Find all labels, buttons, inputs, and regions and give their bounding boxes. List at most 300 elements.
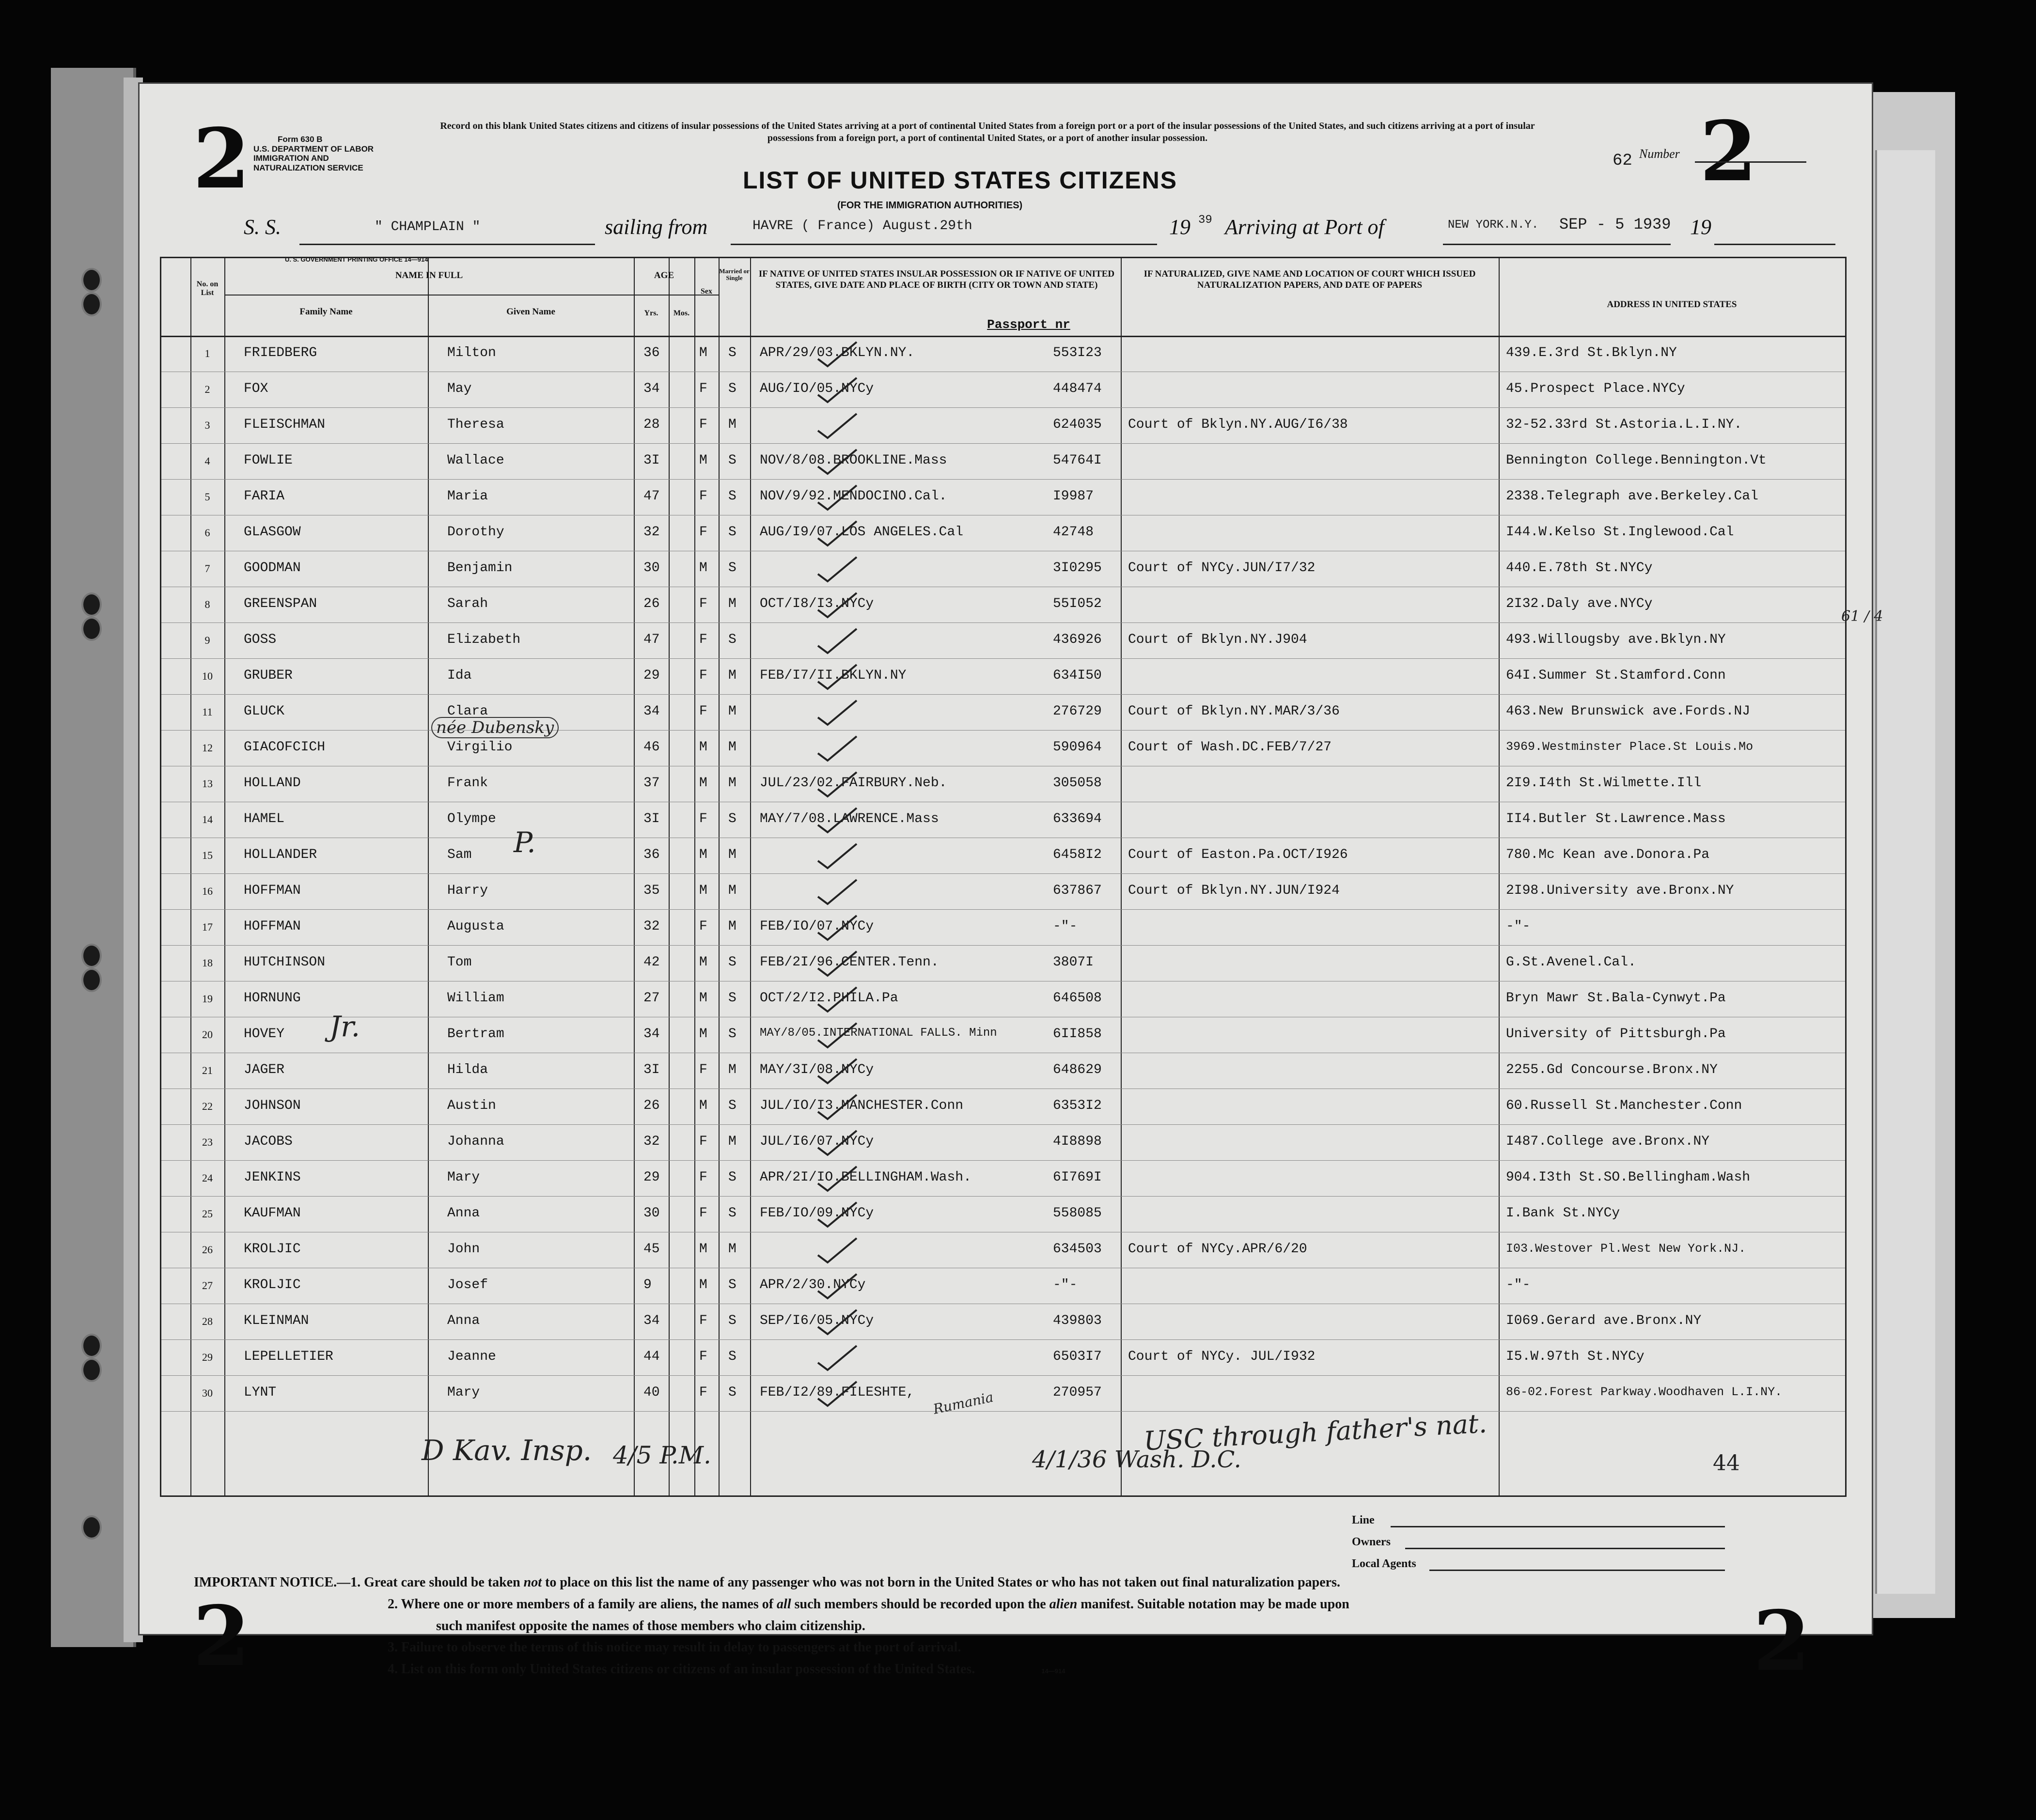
row-number: 22: [202, 1100, 213, 1112]
us-address: 60.Russell St.Manchester.Conn: [1506, 1098, 1742, 1113]
marital-status: S: [728, 1098, 736, 1113]
sex: F: [699, 1385, 707, 1400]
marital-status: M: [728, 1062, 736, 1077]
table-row: [161, 1339, 1845, 1376]
arrival-date-stamp: SEP - 5 1939: [1559, 216, 1671, 233]
birth-date-place: OCT/2/I2.PHILA.Pa: [760, 991, 898, 1006]
family-name: FOWLIE: [244, 453, 293, 468]
passport-number: I9987: [1053, 489, 1094, 504]
time-note: 4/5 P.M.: [613, 1441, 711, 1469]
given-name: Sarah: [447, 596, 488, 611]
family-name: HOFFMAN: [244, 883, 301, 898]
family-name: HOLLANDER: [244, 847, 317, 862]
table-row: [161, 1268, 1845, 1304]
sex: M: [699, 345, 707, 360]
check-mark-icon: [815, 1307, 859, 1337]
family-name: KLEINMAN: [244, 1313, 309, 1328]
passport-number: 6II858: [1053, 1027, 1102, 1042]
arrival-port: NEW YORK.N.Y.: [1448, 218, 1539, 232]
us-address: I069.Gerard ave.Bronx.NY: [1506, 1313, 1702, 1328]
sex: F: [699, 919, 707, 934]
given-name: Dorothy: [447, 525, 504, 540]
ship-name: " CHAMPLAIN ": [375, 219, 481, 234]
us-address: I03.Westover Pl.West New York.NJ.: [1506, 1242, 1746, 1256]
passport-number: 42748: [1053, 525, 1094, 540]
given-name: Theresa: [447, 417, 504, 432]
table-row: [161, 766, 1845, 802]
row-number: 13: [202, 778, 213, 790]
col-header-sex: Sex: [701, 287, 712, 296]
family-name: GOODMAN: [244, 560, 301, 576]
sex: M: [699, 955, 707, 970]
table-row: [161, 730, 1845, 766]
birth-date-place: OCT/I8/I3.NYCy: [760, 596, 874, 611]
us-address: 493.Willougsby ave.Bklyn.NY: [1506, 632, 1726, 647]
passport-number: 590964: [1053, 740, 1102, 755]
birth-date-place: JUL/IO/I3.MANCHESTER.Conn: [760, 1098, 964, 1113]
check-mark-icon: [815, 698, 859, 727]
row-number: 6: [204, 527, 210, 539]
us-address: 32-52.33rd St.Astoria.L.I.NY.: [1506, 417, 1742, 432]
marital-status: S: [728, 955, 736, 970]
col-header-married: Married or Single: [719, 267, 750, 282]
col-header-name-in-full: NAME IN FULL: [395, 270, 463, 280]
birth-date-place: APR/2I/IO.BELLINGHAM.Wash.: [760, 1170, 971, 1185]
us-address: 780.Mc Kean ave.Donora.Pa: [1506, 847, 1710, 862]
age-years: 47: [643, 489, 660, 504]
birth-date-place: NOV/9/92.MENDOCINO.Cal.: [760, 489, 947, 504]
naturalization-court: Court of NYCy. JUL/I932: [1128, 1349, 1316, 1364]
notice-item-4: 4. List on this form only United States citizens or citizens of an insular possession of the United States. 14—914: [388, 1662, 1065, 1677]
sex: F: [699, 668, 707, 683]
passport-number: 270957: [1053, 1385, 1102, 1400]
given-name: William: [447, 991, 504, 1006]
family-name: HAMEL: [244, 811, 285, 826]
row-number: 12: [202, 742, 213, 754]
age-years: 30: [643, 560, 660, 576]
table-row: [161, 1375, 1845, 1412]
passport-number: 553I23: [1053, 345, 1102, 360]
given-name: Harry: [447, 883, 488, 898]
passport-number: 54764I: [1053, 453, 1102, 468]
row-number: 25: [202, 1208, 213, 1220]
form-instructions: Record on this blank United States citizens and citizens of insular possessions of the United States arriving at a port of continental United States from a foreign port or a port of the insular possessions of the United States, and such citizens arriving at a port of insular possessions from a foreign port, a port of continental United States, or a port of another insular possession.: [440, 121, 1535, 143]
sex: M: [699, 776, 707, 791]
us-address: 439.E.3rd St.Bklyn.NY: [1506, 345, 1677, 360]
sex: M: [699, 740, 707, 755]
given-name: Olympe: [447, 811, 496, 826]
row-number: 23: [202, 1136, 213, 1148]
birth-date-place: AUG/I9/07.LOS ANGELES.Cal: [760, 525, 964, 540]
age-years: 3I: [643, 811, 660, 826]
row-number: 14: [202, 813, 213, 825]
punch-hole-icon: [81, 944, 102, 968]
birth-date-place: FEB/2I/96.CENTER.Tenn.: [760, 955, 939, 970]
us-address: 2338.Telegraph ave.Berkeley.Cal: [1506, 489, 1758, 504]
family-name: GREENSPAN: [244, 596, 317, 611]
marital-status: S: [728, 560, 736, 576]
passport-number: 3807I: [1053, 955, 1094, 970]
table-row: [161, 802, 1845, 838]
passport-number: 55I052: [1053, 596, 1102, 611]
important-notice: [193, 1572, 1769, 1685]
given-name: Bertram: [447, 1027, 504, 1042]
sex: M: [699, 1277, 707, 1292]
passport-number: 448474: [1053, 381, 1102, 396]
us-address: II4.Butler St.Lawrence.Mass: [1506, 811, 1726, 826]
marital-status: S: [728, 489, 736, 504]
us-address: -"-: [1506, 1277, 1531, 1292]
passport-number: 3I0295: [1053, 560, 1102, 576]
table-row: [161, 981, 1845, 1017]
birth-date-place: FEB/IO/09.NYCy: [760, 1206, 874, 1221]
us-address: 3969.Westminster Place.St Louis.Mo: [1506, 740, 1754, 754]
given-name: Jeanne: [447, 1349, 496, 1364]
sex: M: [699, 1027, 707, 1042]
table-row: [161, 336, 1845, 372]
passport-number: 634I50: [1053, 668, 1102, 683]
marital-status: M: [728, 668, 736, 683]
row-number: 5: [204, 491, 210, 503]
naturalization-court: Court of Wash.DC.FEB/7/27: [1128, 740, 1332, 755]
sex: F: [699, 632, 707, 647]
check-mark-icon: [815, 770, 859, 799]
given-name: Clara: [447, 704, 488, 719]
marital-status: S: [728, 1027, 736, 1042]
sex: F: [699, 1134, 707, 1149]
age-years: 37: [643, 776, 660, 791]
marital-status: S: [728, 381, 736, 396]
sex: F: [699, 1313, 707, 1328]
given-name: Hilda: [447, 1062, 488, 1077]
given-name: Frank: [447, 776, 488, 791]
check-mark-icon: [815, 1164, 859, 1193]
arriving-label: Arriving at Port of: [1225, 215, 1384, 239]
notice-title: IMPORTANT NOTICE.: [194, 1575, 337, 1590]
row-number: 27: [202, 1279, 213, 1291]
marital-status: M: [728, 1134, 736, 1149]
department: U.S. DEPARTMENT OF LABOR: [253, 144, 374, 154]
year2-prefix: 19: [1690, 215, 1711, 239]
family-name: GRUBER: [244, 668, 293, 683]
annotation-date-note: 4/1/36 Wash. D.C.: [1032, 1446, 1241, 1473]
given-name: John: [447, 1242, 480, 1257]
marital-status: M: [728, 919, 736, 934]
check-mark-icon: [815, 913, 859, 942]
form-identifier: [253, 135, 399, 172]
marital-status: M: [728, 883, 736, 898]
check-mark-icon: [815, 1092, 859, 1121]
col-header-passport: Passport nr: [987, 317, 1070, 332]
passport-number: -"-: [1053, 919, 1078, 934]
sailing-from-label: sailing from: [605, 215, 708, 239]
age-years: 45: [643, 1242, 660, 1257]
age-years: 36: [643, 345, 660, 360]
check-mark-icon: [815, 483, 859, 512]
row-number: 17: [202, 921, 213, 933]
annotation-nee: née Dubensky: [431, 717, 559, 738]
check-mark-icon: [815, 1343, 859, 1372]
col-header-mos: Mos.: [673, 309, 690, 317]
notice-item-1: IMPORTANT NOTICE.—1. Great care should be taken not to place on this list the name of any passenger who was not born in the United States or who has not taken out final naturalization papers.: [194, 1575, 1341, 1590]
check-mark-icon: [815, 841, 859, 871]
row-number: 21: [202, 1064, 213, 1076]
birth-date-place: AUG/IO/05.NYCy: [760, 381, 874, 396]
check-mark-icon: [815, 1236, 859, 1265]
number-underline: [1695, 161, 1806, 163]
sailing-underline: [731, 244, 1157, 245]
col-header-address: ADDRESS IN UNITED STATES: [1607, 299, 1737, 310]
passport-number: -"-: [1053, 1277, 1078, 1292]
line-label: Line: [1352, 1514, 1375, 1526]
punch-hole-icon: [81, 1515, 102, 1540]
age-years: 28: [643, 417, 660, 432]
us-address: University of Pittsburgh.Pa: [1506, 1027, 1726, 1042]
marital-status: S: [728, 1313, 736, 1328]
local-agents-label: Local Agents: [1352, 1557, 1416, 1570]
age-years: 26: [643, 596, 660, 611]
sex: M: [699, 560, 707, 576]
check-mark-icon: [815, 985, 859, 1014]
marital-status: S: [728, 525, 736, 540]
us-address: Bryn Mawr St.Bala-Cynwyt.Pa: [1506, 991, 1726, 1006]
col-header-naturalized: IF NATURALIZED, GIVE NAME AND LOCATION OF COURT WHICH ISSUED NATURALIZATION PAPERS, AND DATE OF PAPERS: [1143, 269, 1476, 290]
given-name: Mary: [447, 1385, 480, 1400]
age-years: 27: [643, 991, 660, 1006]
passport-number: 558085: [1053, 1206, 1102, 1221]
row-number: 8: [204, 598, 210, 610]
given-name: Austin: [447, 1098, 496, 1113]
family-name: GLUCK: [244, 704, 285, 719]
family-name: HOVEY: [244, 1027, 285, 1042]
passport-number: 4I8898: [1053, 1134, 1102, 1149]
family-name: LYNT: [244, 1385, 277, 1400]
punch-hole-icon: [81, 617, 102, 641]
family-name: HOLLAND: [244, 776, 301, 791]
birth-date-place: FEB/I7/II.BKLYN.NY: [760, 668, 907, 683]
given-name: May: [447, 381, 472, 396]
marital-status: M: [728, 847, 736, 862]
row-number: 19: [202, 993, 213, 1005]
marital-status: S: [728, 453, 736, 468]
us-address: 2255.Gd Concourse.Bronx.NY: [1506, 1062, 1718, 1077]
sex: F: [699, 1170, 707, 1185]
age-years: 32: [643, 525, 660, 540]
print-code-top: U. S. GOVERNMENT PRINTING OFFICE 14—914: [285, 256, 428, 263]
check-mark-icon: [815, 1379, 859, 1408]
passport-number: 6353I2: [1053, 1098, 1102, 1113]
age-years: 35: [643, 883, 660, 898]
row-number: 9: [204, 634, 210, 646]
age-years: 30: [643, 1206, 660, 1221]
family-name: KAUFMAN: [244, 1206, 301, 1221]
row-number: 3: [204, 419, 210, 431]
check-mark-icon: [815, 591, 859, 620]
marital-status: M: [728, 776, 736, 791]
naturalization-court: Court of Bklyn.NY.AUG/I6/38: [1128, 417, 1348, 432]
page-mark-bottom-right: 2: [1753, 1593, 1811, 1690]
sex: F: [699, 489, 707, 504]
notice-item-3: 3. Failure to observe the terms of this notice may result in delay to passengers at the port of arrival.: [388, 1640, 961, 1655]
annotation-jr: Jr.: [329, 1010, 360, 1043]
passport-number: 624035: [1053, 417, 1102, 432]
number-label: Number: [1639, 147, 1680, 161]
marital-status: M: [728, 417, 736, 432]
given-name: Sam: [447, 847, 472, 862]
col-header-age: AGE: [654, 270, 674, 280]
us-address: 64I.Summer St.Stamford.Conn: [1506, 668, 1726, 683]
sex: F: [699, 1349, 707, 1364]
table-row: [161, 1053, 1845, 1089]
ss-label: S. S.: [244, 215, 281, 239]
us-address: I.Bank St.NYCy: [1506, 1206, 1620, 1221]
given-name: Ida: [447, 668, 472, 683]
given-name: Anna: [447, 1313, 480, 1328]
age-years: 36: [643, 847, 660, 862]
passport-number: 6503I7: [1053, 1349, 1102, 1364]
col-header-yrs: Yrs.: [644, 309, 658, 317]
table-row: [161, 1304, 1845, 1340]
passport-number: 634503: [1053, 1242, 1102, 1257]
birth-date-place: APR/29/03.BKLYN.NY.: [760, 345, 915, 360]
table-row: [161, 443, 1845, 480]
table-row: [161, 1196, 1845, 1232]
check-mark-icon: [815, 340, 859, 369]
sex: F: [699, 596, 707, 611]
table-row: [161, 838, 1845, 874]
birth-date-place: FEB/IO/07.NYCy: [760, 919, 874, 934]
age-years: 26: [643, 1098, 660, 1113]
us-address: 86-02.Forest Parkway.Woodhaven L.I.NY.: [1506, 1385, 1783, 1399]
age-years: 34: [643, 1313, 660, 1328]
check-mark-icon: [815, 734, 859, 763]
service: IMMIGRATION AND NATURALIZATION SERVICE: [253, 154, 363, 172]
given-name: Johanna: [447, 1134, 504, 1149]
naturalization-court: Court of Bklyn.NY.MAR/3/36: [1128, 704, 1340, 719]
sex: M: [699, 453, 707, 468]
given-name: Anna: [447, 1206, 480, 1221]
birth-date-place: JUL/I6/07.NYCy: [760, 1134, 874, 1149]
passport-number: 305058: [1053, 776, 1102, 791]
table-row: [161, 515, 1845, 551]
table-row: [161, 479, 1845, 515]
age-years: 42: [643, 955, 660, 970]
owners-label: Owners: [1352, 1536, 1391, 1548]
page-mark-top-right: 2: [1700, 103, 1757, 200]
check-mark-icon: [815, 949, 859, 978]
page-number-prefix: 62: [1613, 152, 1632, 170]
birth-date-place: APR/2/30.NYCy: [760, 1277, 866, 1292]
row-number: 10: [202, 670, 213, 682]
check-mark-icon: [815, 447, 859, 476]
family-name: JAGER: [244, 1062, 285, 1077]
family-name: FRIEDBERG: [244, 345, 317, 360]
family-name: FARIA: [244, 489, 285, 504]
given-name: Elizabeth: [447, 632, 521, 647]
table-row: [161, 1232, 1845, 1268]
passport-number: 439803: [1053, 1313, 1102, 1328]
naturalization-court: Court of Easton.Pa.OCT/I926: [1128, 847, 1348, 862]
naturalization-court: Court of Bklyn.NY.J904: [1128, 632, 1307, 647]
age-years: 32: [643, 919, 660, 934]
table-row: [161, 407, 1845, 444]
table-row: [161, 372, 1845, 408]
check-mark-icon: [815, 1021, 859, 1050]
age-years: 29: [643, 668, 660, 683]
check-mark-icon: [815, 806, 859, 835]
passport-number: 637867: [1053, 883, 1102, 898]
marital-status: S: [728, 1206, 736, 1221]
family-name: LEPELLETIER: [244, 1349, 333, 1364]
punch-hole-icon: [81, 268, 102, 292]
check-mark-icon: [815, 375, 859, 404]
family-name: FOX: [244, 381, 268, 396]
birth-date-place: JUL/23/02.FAIRBURY.Neb.: [760, 776, 947, 791]
marital-status: S: [728, 345, 736, 360]
family-name: JOHNSON: [244, 1098, 301, 1113]
check-mark-icon: [815, 662, 859, 691]
family-name: HORNUNG: [244, 991, 301, 1006]
check-mark-icon: [815, 626, 859, 655]
family-name: JACOBS: [244, 1134, 293, 1149]
line-underline: [1391, 1526, 1725, 1527]
age-years: 3I: [643, 1062, 660, 1077]
punch-hole-icon: [81, 1334, 102, 1358]
sex: F: [699, 1206, 707, 1221]
us-address: I487.College ave.Bronx.NY: [1506, 1134, 1710, 1149]
check-mark-icon: [815, 555, 859, 584]
family-name: JENKINS: [244, 1170, 301, 1185]
notice-item-2-cont: such manifest opposite the names of those members who claim citizenship.: [436, 1618, 865, 1633]
birth-date-place: FEB/I2/89.FILESHTE,: [760, 1385, 915, 1400]
us-address: 2I9.I4th St.Wilmette.Ill: [1506, 776, 1702, 791]
year-value: 39: [1198, 214, 1212, 227]
age-years: 34: [643, 381, 660, 396]
col-header-birth: IF NATIVE OF UNITED STATES INSULAR POSSESSION OR IF NATIVE OF UNITED STATES, GIVE DATE AND PLACE OF BIRTH (CITY OR TOWN AND STATE): [758, 269, 1115, 290]
sex: M: [699, 883, 707, 898]
table-row: [161, 622, 1845, 659]
check-mark-icon: [815, 1272, 859, 1301]
row-number: 4: [204, 455, 210, 467]
given-name: Tom: [447, 955, 472, 970]
family-name: GOSS: [244, 632, 277, 647]
naturalization-court: Court of NYCy.APR/6/20: [1128, 1242, 1307, 1257]
page-stack-edge-inner: [1875, 150, 1935, 1594]
us-address: 463.New Brunswick ave.Fords.NJ: [1506, 704, 1751, 719]
table-row: [161, 1160, 1845, 1197]
age-years: 32: [643, 1134, 660, 1149]
passport-number: 276729: [1053, 704, 1102, 719]
birth-date-place: NOV/8/08.BROOKLINE.Mass: [760, 453, 947, 468]
form-number: Form 630 B: [278, 135, 323, 144]
annotation-rumania: Rumania: [931, 1389, 995, 1417]
punch-hole-icon: [81, 968, 102, 992]
age-years: 34: [643, 704, 660, 719]
passport-number: 646508: [1053, 991, 1102, 1006]
passenger-table: [160, 257, 1847, 1497]
naturalization-court: Court of Bklyn.NY.JUN/I924: [1128, 883, 1340, 898]
sex: M: [699, 1242, 707, 1257]
marital-status: M: [728, 596, 736, 611]
table-row: [161, 945, 1845, 981]
age-years: 46: [643, 740, 660, 755]
family-name: KROLJIC: [244, 1277, 301, 1292]
us-address: Bennington College.Bennington.Vt: [1506, 453, 1767, 468]
given-name: Mary: [447, 1170, 480, 1185]
col-header-no: No. on List: [196, 280, 219, 297]
port-underline: [1443, 244, 1671, 245]
marital-status: S: [728, 1170, 736, 1185]
